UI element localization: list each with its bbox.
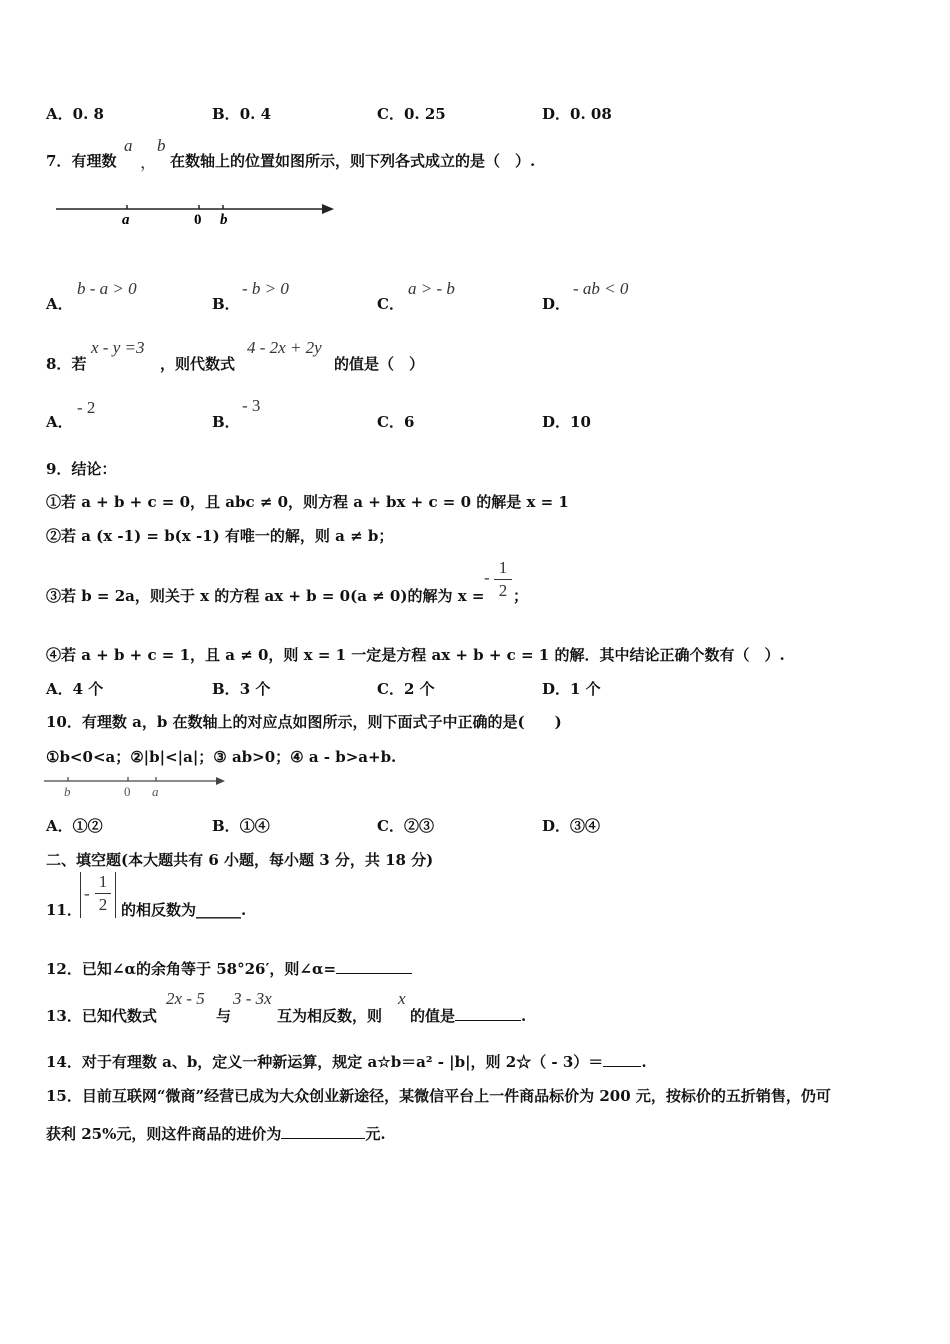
section-2-title: 二、填空题(本大题共有 6 小题，每小题 3 分，共 18 分) [46,851,434,869]
q10-label-zero: 0 [124,784,131,799]
q9-statement-2: ②若 a (x -1) = b(x -1) 有唯一的解，则 a ≠ b； [46,527,394,545]
q11-text: 的相反数为______. [121,901,247,919]
q9-statement-4: ④若 a + b + c = 1，且 a ≠ 0，则 x = 1 一定是方程 ax + b + c = 1 的解．其中结论正确个数有（ ）. [46,646,785,664]
q10-label-b: b [64,784,71,799]
q7-label-b: b [220,212,228,228]
q8-stem-post: 的值是（ ） [334,355,425,373]
q8-option-b-label: B． [212,413,240,431]
q14-text: 14．对于有理数 a、b，定义一种新运算，规定 a☆b＝a² - |b|，则 2☆（ - 3）＝ . [46,1053,647,1071]
q7-option-b-expr: - b > 0 [242,279,289,298]
q10-option-b: B．①④ [212,817,270,835]
q10-number-line [44,773,228,799]
q9-s3-fraction-bar [494,579,512,580]
q11-fraction-bar [95,893,111,894]
q10-option-d: D．③④ [542,817,601,835]
q10-axis-arrow [216,777,225,785]
q6-option-b: B．0. 4 [212,105,272,123]
q6-option-d: D．0. 08 [542,105,612,123]
q9-s3-minus: - [484,568,490,587]
q13-expression-1: 2x - 5 [166,989,205,1008]
q7-option-d-expr: - ab < 0 [573,279,629,298]
q12-answer-blank[interactable] [336,959,412,974]
q7-option-c-label: C． [377,295,404,313]
q13-with: 与 [216,1007,232,1025]
q14-answer-blank[interactable] [603,1052,641,1067]
q9-s3-numerator: 1 [498,558,508,577]
q6-option-a: A．0. 8 [46,105,104,123]
q8-condition: x - y =3 [91,338,145,357]
q7-option-c-expr: a > - b [408,279,455,298]
q13-stem-pre: 13．已知代数式 [46,1007,157,1025]
q15-answer-blank[interactable] [281,1124,365,1139]
q13-answer-blank[interactable] [455,1006,521,1021]
q13-stem-post: 的值是 . [410,1007,527,1025]
q8-stem-pre: 8．若 [46,355,87,373]
q7-option-d-label: D． [542,295,571,313]
q11-numerator: 1 [98,872,108,891]
q15-line-2: 获利 25%元，则这件商品的进价为 元. [46,1125,386,1143]
q7-option-b-label: B． [212,295,240,313]
q9-title: 9．结论： [46,460,117,478]
q9-statement-3-pre: ③若 b = 2a，则关于 x 的方程 ax + b = 0(a ≠ 0)的解为 x = [46,587,485,605]
q7-comma: ， [140,153,157,172]
q8-option-d: D．10 [542,413,591,431]
q9-option-c: C．2 个 [377,680,435,698]
q7-label-zero: 0 [194,212,202,228]
q9-statement-3-post: ； [513,587,529,605]
q7-stem-pre: 7．有理数 [46,152,117,170]
q11-denominator: 2 [98,895,108,914]
q9-s3-denominator: 2 [498,581,508,600]
q10-option-a: A．①② [46,817,103,835]
q9-statement-1: ①若 a + b + c = 0，且 abc ≠ 0，则方程 a + bx + c = 0 的解是 x = 1 [46,493,569,511]
q8-option-a-value: - 2 [77,398,96,417]
q8-option-c: C．6 [377,413,415,431]
q7-option-a-label: A． [46,295,73,313]
q13-stem-mid: 互为相反数，则 [277,1007,383,1025]
q8-expression: 4 - 2x + 2y [247,338,322,357]
q11-number: 11． [46,901,82,919]
q10-label-a: a [152,784,159,799]
q7-var-a: a [124,136,133,155]
q9-s3-fraction [494,558,512,601]
q12-text: 12．已知∠α的余角等于 58°26′，则∠α= [46,958,412,979]
q9-option-d: D．1 个 [542,680,601,698]
q9-option-a: A．4 个 [46,680,104,698]
q10-option-c: C．②③ [377,817,434,835]
q7-option-a-expr: b - a > 0 [77,279,137,298]
q8-option-b-value: - 3 [242,396,261,415]
q13-var-x: x [398,989,406,1008]
q7-var-b: b [157,136,166,155]
q7-number-line [56,198,338,232]
q11-fraction [95,872,111,915]
q11-minus: - [84,884,90,903]
q7-stem-post: 在数轴上的位置如图所示，则下列各式成立的是（ ）. [170,152,536,170]
q9-option-b: B．3 个 [212,680,271,698]
q7-label-a: a [122,212,130,228]
q10-statements: ①b<0<a；②|b|<|a|；③ ab>0；④ a - b>a+b. [46,748,397,766]
q8-stem-mid: ，则代数式 [160,355,236,373]
q6-option-c: C．0. 25 [377,105,446,123]
q10-stem: 10．有理数 a，b 在数轴上的对应点如图所示，则下面式子中正确的是( ) [46,713,562,731]
q7-axis-arrow [322,204,334,214]
q8-option-a-label: A． [46,413,73,431]
q13-expression-2: 3 - 3x [233,989,272,1008]
q15-line-1: 15．目前互联网“微商”经营已成为大众创业新途径，某微信平台上一件商品标价为 200 元，按标价的五折销售，仍可 [46,1087,831,1105]
